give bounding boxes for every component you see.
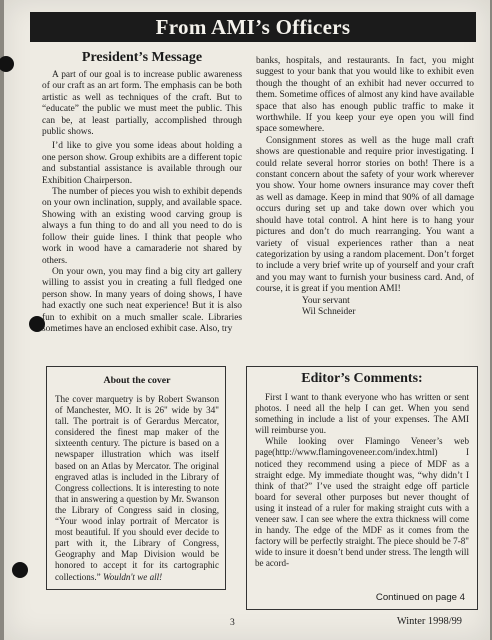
newsletter-page bbox=[4, 0, 490, 640]
president-message-column bbox=[42, 50, 242, 335]
president-paragraph-2: I’d like to give you some ideas about holding a one person show. Group exhibits are a different topic and substantial assistance is available through our Exhibition Chairperson. bbox=[42, 141, 242, 186]
issue-label: Winter 1998/99 bbox=[396, 616, 462, 627]
about-the-cover-text bbox=[55, 394, 219, 583]
about-the-cover-box bbox=[46, 366, 226, 590]
president-message-title: President’s Message bbox=[81, 50, 203, 65]
president-paragraph-5: banks, hospitals, and restaurants. In fact, you might suggest to your bank that you would like to exhibit even though the thought of an exhibit had never occurred to them. Sometime offices of almost any kind have available space that also has enough public traffic to make it worthwhile. If you keep your eye open you will find space somewhere. bbox=[256, 56, 474, 135]
president-signature: Wil Schneider bbox=[302, 306, 356, 317]
president-message-continuation bbox=[256, 56, 474, 318]
page-number: 3 bbox=[230, 617, 235, 628]
editor-comments-title: Editor’s Comments: bbox=[301, 371, 423, 386]
section-banner: From AMI’s Officers bbox=[30, 12, 476, 42]
cover-aside: Wouldn't we all! bbox=[103, 571, 163, 582]
about-the-cover-title: About the cover bbox=[103, 375, 171, 386]
continued-note: Continued on page 4 bbox=[375, 592, 465, 603]
president-paragraph-1: A part of our goal is to increase public awareness of our craft as an art form. The emphasis can be both artistic as well as techniques of the craft. But to “educate” the public we must meet the public. This can be, at least partially, accomplished through public shows. bbox=[42, 70, 242, 138]
editor-comments-box bbox=[246, 366, 478, 610]
president-paragraph-6: Consignment stores as well as the huge mall craft shows are questionable and require prior investigating. I could relate several horror stories on both! There is a constant concern about the safety of your work wherever you show. Your home owners insurance may cover theft as well as damage. Keep in mind that 90% of all damage occurs during set up and take down over which you should have total control. A hint here is to hang your pictures and don’t do much rearranging. You want a variety of visual experiences rather than a neat categorization by using a random placement. Don’t forget to include a very brief write up of yourself and your craft and you may want to furnish your business card. And, of course, it is great if you mention AMI! bbox=[256, 135, 474, 295]
binder-hole-top bbox=[0, 56, 14, 72]
president-paragraph-3: The number of pieces you wish to exhibit depends on your own inclination, supply, and available space. Showing with an existing wood carving group is always a fun thing to do and all you need to do is follow their guide lines. I think that people who work in wood have a camaraderie not shared by others. bbox=[42, 187, 242, 266]
binder-hole-bottom bbox=[12, 562, 28, 578]
president-paragraph-4: On your own, you may find a big city art gallery willing to assist you in creating a full fledged one person show. In many years of doing shows, I have had exactly one such neat experience! But it is also fun to exhibit on a much smaller scale. Libraries sometimes have an enclosed exhibit case. Also, try bbox=[42, 266, 242, 334]
editor-paragraph-2: While looking over Flamingo Veneer’s web page(http://www.flamingoveneer.com/index.html) I noticed they recommend using a piece of MDF as a straight edge. My immediate thought was, “why didn’t I think of that?” I’ve used the straight edge off particle board for several other purposes but never thought of using it instead of a ruler for making straight cuts with a veneer saw. I can see where the extra thickness will come in handy. The edge of the MDF as it comes from the factory will be perfectly straight. The piece should be 7-8" wide to insure it doesn’t bend under stress. The length will be acord- bbox=[255, 436, 469, 569]
editor-paragraph-1: First I want to thank everyone who has written or sent photos. I need all the help I can get. When you send something in include a list of your expenses. The AMI will reimburse you. bbox=[255, 392, 469, 436]
cover-description: The cover marquetry is by Robert Swanson of Manchester, MO. It is 26" wide by 34" tall. The portrait is of Gerardus Mercator, considered the finest map maker of the sixteenth century. The picture is based on a newspaper illustration which was itself based on an Atlas by Mercator. The original engraved atlas is included in the Library of Congress collections. It is interesting to note that in answering a question by Mr. Swanson the Library of Congress said in closing, “Your wood inlay portrait of Mercator is most beautiful. If you should ever decide to part with it, the Library of Congress, Geography and Map Division would be honored to accept it for its cartographic collections.” bbox=[55, 394, 219, 582]
closing-line: Your servant bbox=[302, 295, 350, 306]
